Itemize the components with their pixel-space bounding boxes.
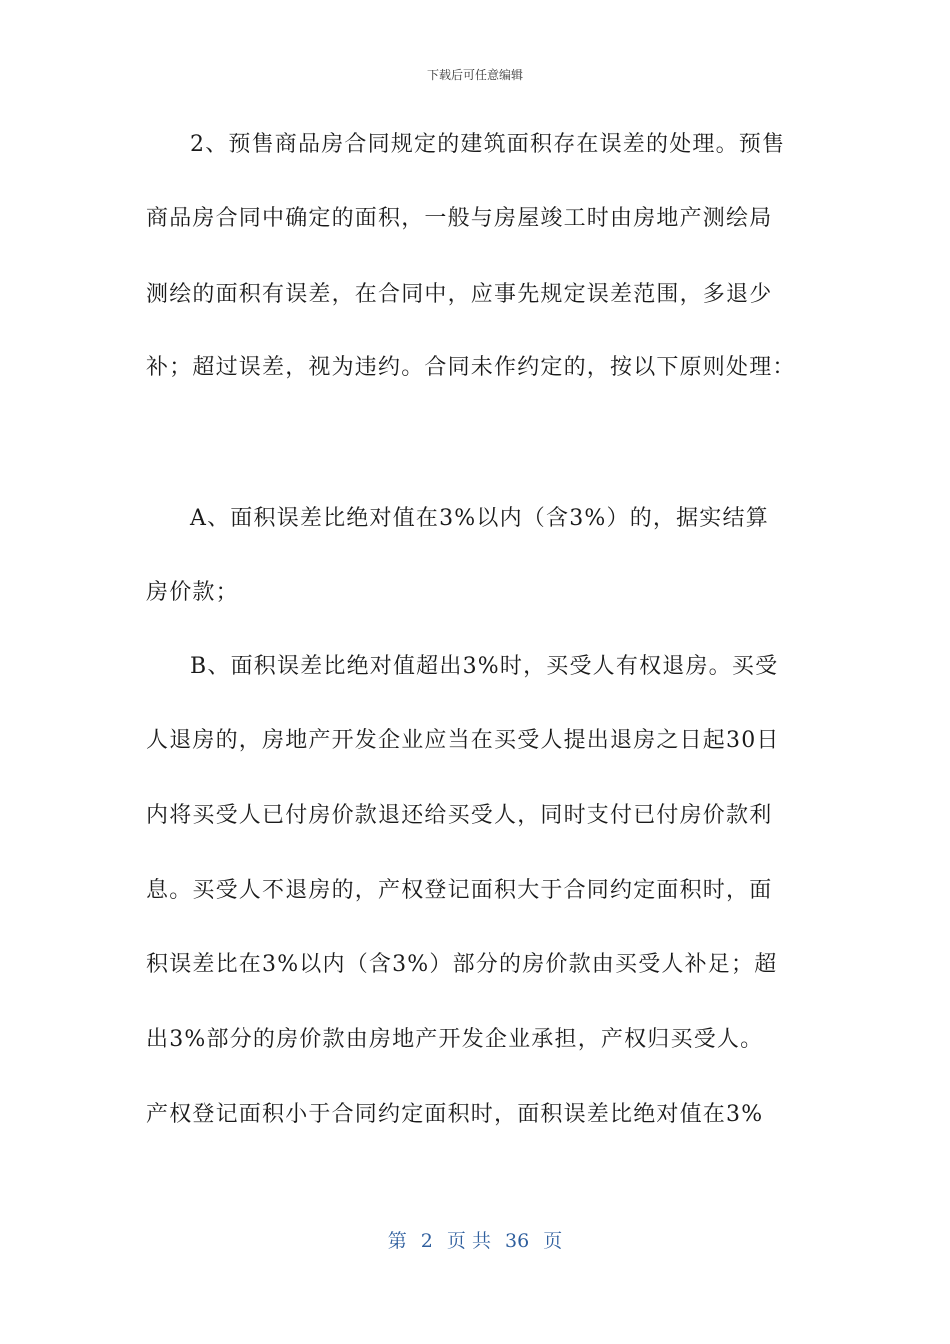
header-note: 下载后可任意编辑	[426, 68, 523, 82]
paragraph-line: 测绘的面积有误差，在合同中，应事先规定误差范围，多退少	[146, 282, 773, 307]
footer-prefix: 第	[387, 1230, 407, 1252]
footer-suffix: 页	[543, 1230, 563, 1252]
total-page-count: 36	[505, 1230, 530, 1252]
paragraph-line: A、面积误差比绝对值在3%以内（含3%）的，据实结算	[190, 506, 769, 531]
paragraph-line: 人退房的，房地产开发企业应当在买受人提出退房之日起30日	[146, 728, 780, 753]
paragraph-line: 产权登记面积小于合同约定面积时，面积误差比绝对值在3%	[146, 1102, 764, 1127]
paragraph-line: 2、预售商品房合同规定的建筑面积存在误差的处理。预售	[190, 132, 786, 157]
paragraph-line: 积误差比在3%以内（含3%）部分的房价款由买受人补足；超	[146, 952, 778, 977]
paragraph-line: 房价款；	[146, 580, 239, 605]
paragraph-line: 补；超过误差，视为违约。合同未作约定的，按以下原则处理：	[146, 355, 796, 380]
paragraph-line: 内将买受人已付房价款退还给买受人，同时支付已付房价款利	[146, 803, 773, 828]
paragraph-line: 息。买受人不退房的，产权登记面积大于合同约定面积时，面	[146, 878, 773, 903]
page-footer	[0, 1226, 950, 1253]
paragraph-line: 出3%部分的房价款由房地产开发企业承担，产权归买受人。	[146, 1027, 764, 1052]
paragraph-line: 商品房合同中确定的面积，一般与房屋竣工时由房地产测绘局	[146, 206, 773, 231]
paragraph-line: B、面积误差比绝对值超出3%时，买受人有权退房。买受	[190, 654, 779, 679]
footer-middle: 页 共	[446, 1230, 491, 1252]
current-page-number: 2	[420, 1230, 433, 1252]
